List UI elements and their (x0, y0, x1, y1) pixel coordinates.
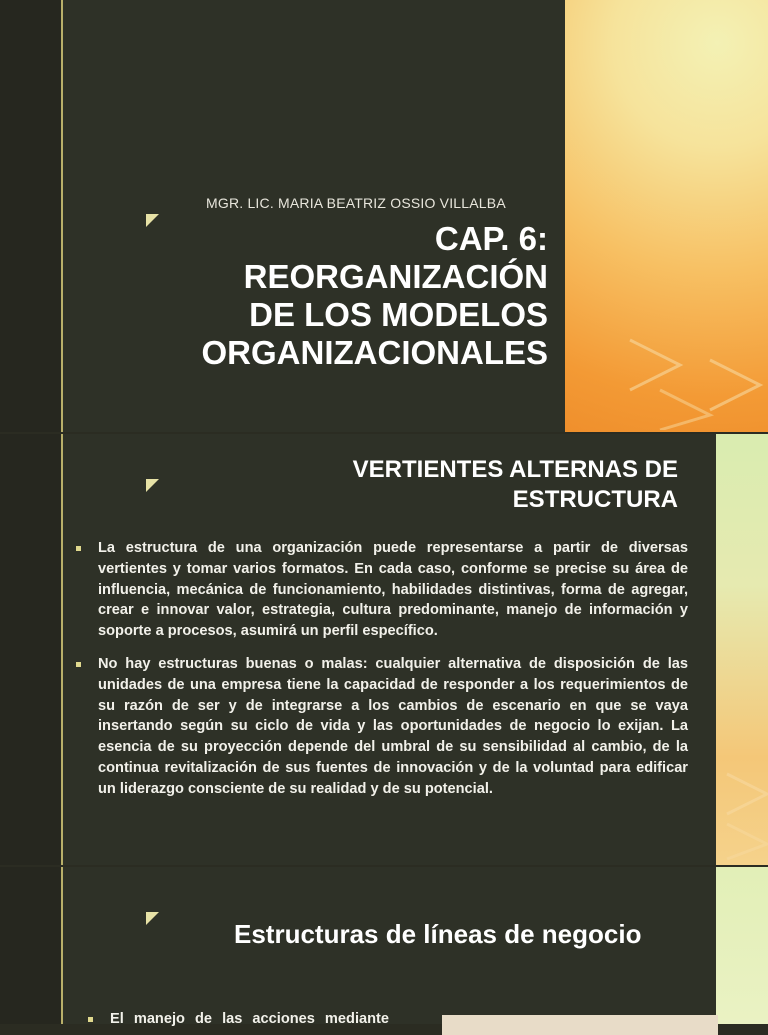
bullet-item: El manejo de las acciones mediante (86, 1009, 416, 1029)
left-strip (0, 867, 61, 1024)
accent-line (61, 0, 63, 432)
title-line: ESTRUCTURA (512, 486, 678, 513)
slide-1 (0, 0, 768, 432)
chevron-decoration (722, 754, 768, 864)
decorative-gradient (716, 867, 768, 1024)
slide-2-title (353, 455, 678, 515)
title-line: REORGANIZACIÓN (243, 258, 548, 295)
left-strip (0, 0, 61, 432)
accent-line (61, 867, 63, 1024)
title-line: ORGANIZACIONALES (201, 334, 548, 371)
title-line: VERTIENTES ALTERNAS DE (352, 456, 678, 483)
slide-1-title (202, 220, 549, 372)
accent-line (61, 434, 63, 865)
slide-3-title: Estructuras de líneas de negocio (234, 919, 642, 949)
content-card (442, 1015, 718, 1035)
title-line: DE LOS MODELOS (249, 296, 548, 333)
chevron-decoration (620, 320, 768, 430)
triangle-icon (146, 214, 159, 227)
bullet-item: No hay estructuras buenas o malas: cualquier alternativa de disposición de las unidades de una empresa tiene la capacidad de responder a los requerimientos de su razón de ser y de integrarse a los cambios de escenario en que se vaya insertando según su ciclo de vida y las oportunidades de negocio lo exijan. La esencia de su proyección depende del umbral de su sensibilidad al cambio, de la continua revitalización de sus fuentes de innovación y de la voluntad para edificar un liderazgo consciente de su realidad y de su potencial. (74, 654, 688, 800)
left-strip (0, 434, 61, 865)
bullet-list (74, 538, 688, 812)
bullet-item: La estructura de una organización puede representarse a partir de diversas vertientes y tomar varios formatos. En cada caso, conforme se precise su área de influencia, mecánica de funcionamiento, habilidades distintivas, forma de agregar, crear e innovar valor, estrategia, cultura predominante, manejo de información y soporte a procesos, asumirá un perfil específico. (74, 538, 688, 642)
title-line: CAP. 6: (434, 220, 548, 257)
bullet-list (86, 1009, 416, 1029)
author-name: MGR. LIC. MARIA BEATRIZ OSSIO VILLALBA (206, 195, 506, 211)
triangle-icon (146, 912, 159, 925)
triangle-icon (146, 479, 159, 492)
